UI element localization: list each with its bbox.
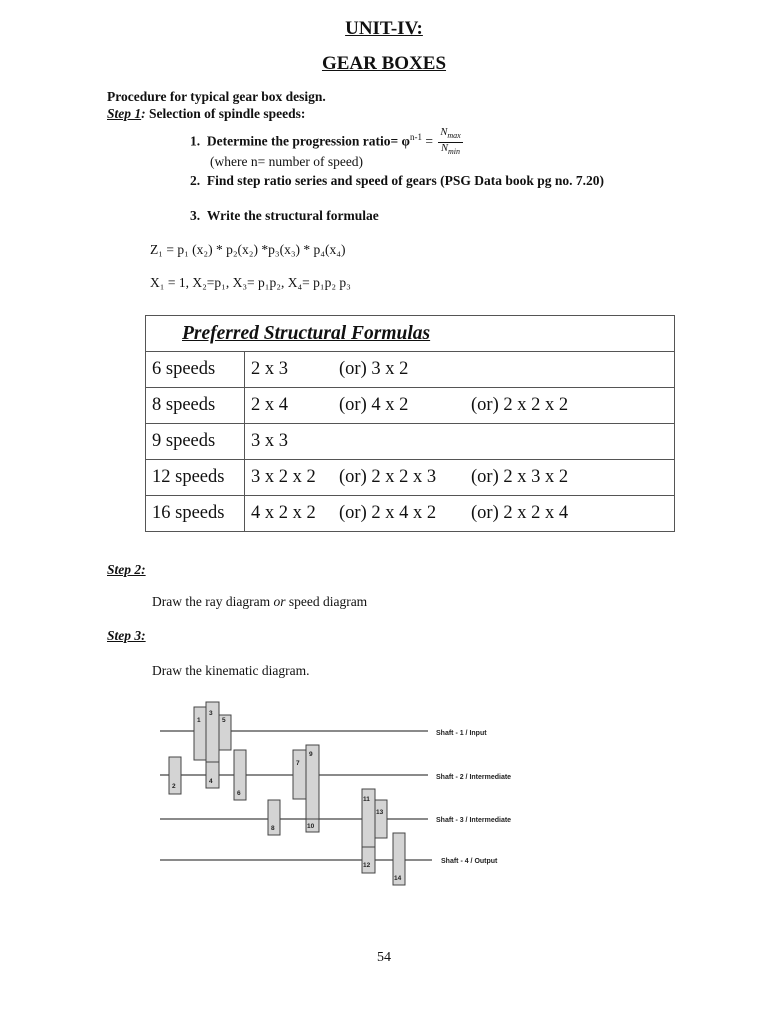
page-title: GEAR BOXES [321,53,447,74]
step2-text: Draw the ray diagram or speed diagram [152,594,368,609]
x-formula: X₁ = 1, X₂=p₁, X₃= p₁p₂, X₄= p₁p₂ p₃ [150,275,351,290]
gear-label: 3 [209,710,213,717]
shaft-2-label: Shaft - 2 / Intermediate [436,774,512,781]
gear-label: 13 [376,809,384,816]
step1-line: Step 1: Selection of spindle speeds: [107,106,306,121]
shaft-1-label: Shaft - 1 / Input [436,730,487,737]
equals-sign: = [425,133,433,149]
gear-label: 4 [209,778,213,785]
formula-cell: 4 x 2 x 2 (or) 2 x 4 x 2 (or) 2 x 2 x 4 [245,496,675,532]
step1-item1: 1. Determine the progression ratio= $\varphi^{n-1}$ = $\frac{N_{max}}{N_{min}}$ [190,127,461,157]
table-title: Preferred Structural Formulas [146,316,675,352]
step3-text: Draw the kinematic diagram. [152,663,310,678]
progression-ratio-text: Determine the progression ratio= φ [206,133,410,149]
z-formula: Z₁ = p₁ (x₂) * p₂(x₂) *p₃(x₃) * p₄(x₄) [150,242,346,257]
step1-heading: Selection of spindle speeds: [149,106,306,121]
speeds-cell: 9 speeds [146,424,245,460]
shaft-3-label: Shaft - 3 / Intermediate [436,817,512,824]
formula-cell: 3 x 3 [245,424,675,460]
speeds-cell: 16 speeds [146,496,245,532]
formula-cell: 3 x 2 x 2 (or) 2 x 2 x 3 (or) 2 x 3 x 2 [245,460,675,496]
progression-exponent: n-1 [409,132,422,143]
formula-cell: 2 x 4 (or) 4 x 2 (or) 2 x 2 x 2 [245,388,675,424]
gear-12 [362,847,375,873]
procedure-heading: Procedure for typical gear box design. [107,89,326,104]
gear-label: 7 [296,760,300,767]
gear-label: 2 [172,783,176,790]
gear-13 [375,800,387,838]
gear-label: 6 [237,790,241,797]
gear-label: 9 [309,751,313,758]
speeds-cell: 8 speeds [146,388,245,424]
gear-label: 14 [394,875,402,882]
speeds-cell: 6 speeds [146,352,245,388]
speeds-cell: 12 speeds [146,460,245,496]
step1-item3: 3. Write the structural formulae [190,208,379,223]
page-number: 54 [377,950,391,965]
gear-label: 8 [271,825,275,832]
step1-item1-note: (where n= number of speed) [210,154,364,169]
gear-label: 5 [222,717,226,724]
gear-label: 10 [307,823,315,830]
gear-label: 1 [197,717,201,724]
gear-label: 11 [363,796,370,803]
gear-label: 12 [363,862,371,869]
step2-label: Step 2: [107,562,146,577]
step1-item2: 2. Find step ratio series and speed of gears (PSG Data book pg no. 7.20) [190,173,605,188]
speed-ratio-fraction: $\frac{N_{max}}{N_{min}}$ [440,127,461,157]
gear-7 [293,750,306,799]
gear-1 [194,707,206,760]
formula-cell: 2 x 3 (or) 3 x 2 [245,352,675,388]
shaft-4-label: Shaft - 4 / Output [441,858,498,865]
step3-label: Step 3: [107,628,146,643]
step1-label: Step 1 [107,106,142,121]
unit-heading: UNIT-IV: [345,18,423,39]
